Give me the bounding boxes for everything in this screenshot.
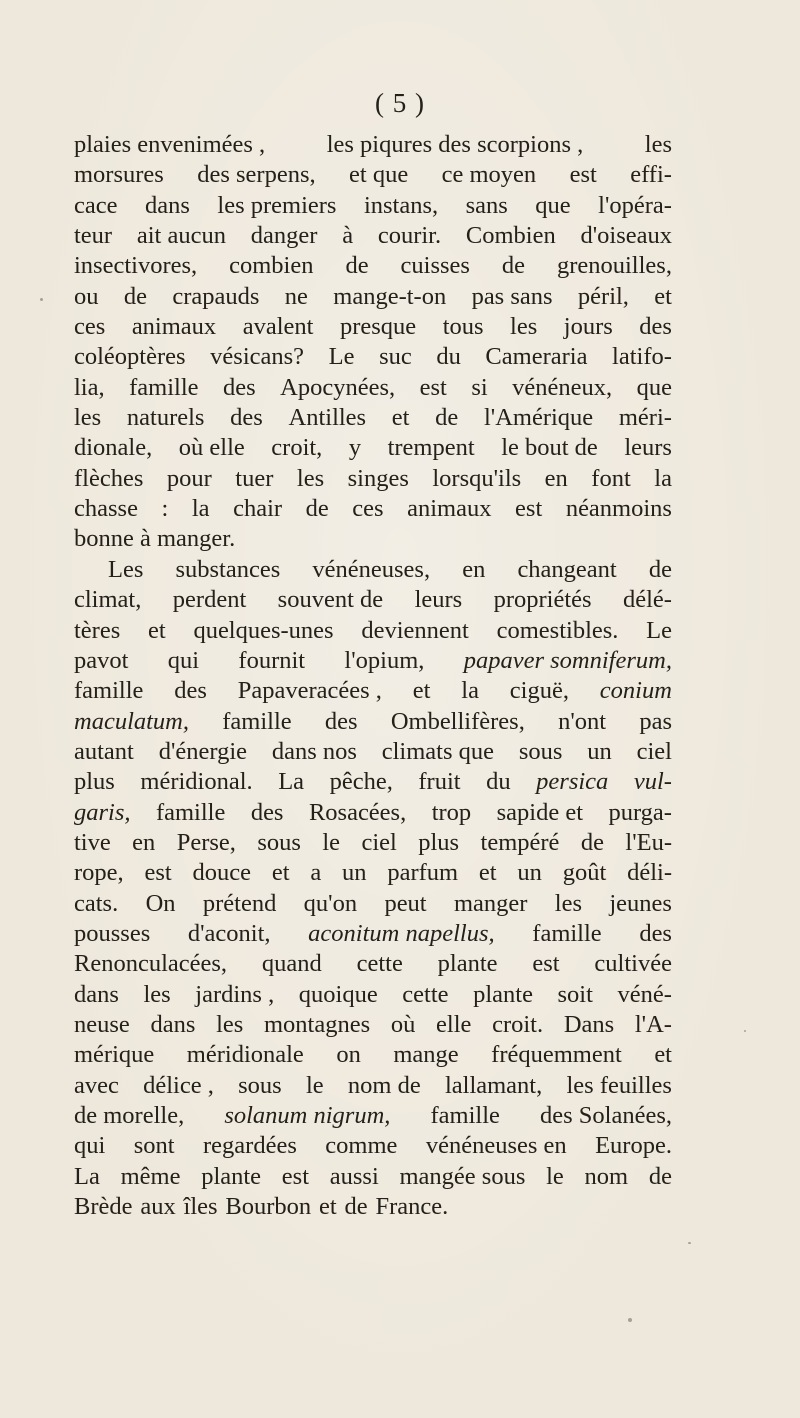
paper-speck bbox=[628, 1318, 632, 1322]
word: y bbox=[348, 434, 362, 462]
word: un bbox=[342, 859, 367, 887]
word: tempéré bbox=[480, 828, 560, 856]
text-line bbox=[74, 464, 672, 494]
text-line bbox=[74, 616, 672, 646]
word: La bbox=[278, 768, 305, 796]
word: dionale, bbox=[74, 434, 153, 462]
text-line bbox=[74, 373, 672, 403]
word: cace bbox=[74, 191, 118, 219]
word: mangée sous bbox=[399, 1162, 526, 1190]
word: les bbox=[74, 404, 102, 432]
word: Combien bbox=[465, 222, 556, 250]
word: ciel bbox=[361, 828, 397, 856]
text-line bbox=[74, 1040, 672, 1070]
word: solanum nigrum, bbox=[224, 1102, 391, 1129]
word: ce moyen bbox=[441, 161, 537, 189]
word: mange-t-on bbox=[333, 282, 447, 310]
word: aussi bbox=[329, 1162, 379, 1190]
word: morsures bbox=[74, 161, 164, 189]
text-line-last bbox=[74, 524, 672, 554]
word: quoique bbox=[298, 980, 378, 1008]
word: trop bbox=[431, 798, 472, 826]
word: péril, bbox=[577, 282, 629, 310]
text-line bbox=[74, 737, 672, 767]
word: l'Eu- bbox=[625, 828, 672, 856]
word: d'énergie bbox=[158, 737, 248, 765]
word: montagnes bbox=[264, 1010, 371, 1038]
word: ne bbox=[284, 282, 308, 310]
word: de bbox=[580, 828, 604, 856]
word: Renonculacées, bbox=[74, 950, 228, 978]
word: la bbox=[191, 495, 210, 523]
word: que bbox=[535, 191, 571, 219]
text-line bbox=[74, 1101, 672, 1131]
word: le bbox=[546, 1162, 564, 1190]
word: des bbox=[324, 707, 358, 735]
word: méri- bbox=[618, 404, 672, 432]
word: vénéneux, bbox=[512, 373, 613, 401]
word: plante bbox=[201, 1162, 262, 1190]
word: en bbox=[132, 828, 156, 856]
word: avalent bbox=[242, 313, 314, 341]
word: Antilles bbox=[288, 404, 367, 432]
word: cette bbox=[402, 980, 449, 1008]
word: : bbox=[161, 495, 169, 523]
word: qui bbox=[74, 1132, 106, 1160]
word: les premiers bbox=[217, 191, 337, 219]
word: un bbox=[587, 737, 612, 765]
word: quand bbox=[261, 950, 322, 978]
word: nom bbox=[584, 1162, 629, 1190]
word: les feuilles bbox=[566, 1071, 672, 1099]
word: pêche, bbox=[329, 768, 393, 796]
word: combien bbox=[229, 252, 314, 280]
word: Papaveracées , bbox=[237, 677, 382, 705]
word: climats que bbox=[381, 737, 495, 765]
text-line bbox=[74, 889, 672, 919]
word: coléoptères bbox=[74, 343, 186, 371]
word: regardées bbox=[203, 1132, 297, 1160]
text-line bbox=[74, 251, 672, 281]
word: famille bbox=[74, 677, 144, 705]
word: croit. bbox=[492, 1010, 544, 1038]
word: presque bbox=[339, 313, 417, 341]
word: où elle bbox=[178, 434, 245, 462]
word: est bbox=[532, 950, 560, 978]
body-text bbox=[74, 130, 672, 1222]
word: chair bbox=[233, 495, 283, 523]
word: néanmoins bbox=[565, 495, 672, 523]
word: qu'on bbox=[303, 889, 358, 917]
word: nom de bbox=[347, 1071, 421, 1099]
word: persica bbox=[536, 768, 609, 796]
word: perdent bbox=[172, 586, 247, 614]
text-line bbox=[74, 403, 672, 433]
word: Perse, bbox=[176, 828, 236, 856]
word: vénéneuses, bbox=[312, 555, 431, 583]
word: leurs bbox=[624, 434, 672, 462]
word: un bbox=[517, 859, 542, 887]
word: de morelle, bbox=[74, 1102, 185, 1129]
paper-speck bbox=[744, 1030, 746, 1032]
word: avec bbox=[74, 1071, 119, 1099]
word: La bbox=[74, 1162, 100, 1190]
text-line bbox=[74, 191, 672, 221]
word: de bbox=[123, 282, 147, 310]
word: plante bbox=[437, 950, 498, 978]
word: On bbox=[145, 889, 176, 917]
word: les bbox=[296, 464, 325, 492]
word: prétend bbox=[202, 889, 277, 917]
word: le bbox=[322, 828, 341, 856]
word: pour bbox=[166, 464, 212, 492]
word: neuse bbox=[74, 1010, 130, 1038]
word: autant bbox=[74, 737, 134, 765]
word: de bbox=[648, 555, 672, 583]
word: maculatum, bbox=[74, 707, 189, 735]
word: trempent bbox=[387, 434, 475, 462]
text-line bbox=[74, 342, 672, 372]
word: plaies envenimées , bbox=[74, 131, 266, 158]
text-line bbox=[74, 646, 672, 676]
word: l'opéra- bbox=[598, 191, 672, 219]
word: et bbox=[148, 616, 166, 644]
word: des serpens, bbox=[197, 161, 316, 189]
word: dans bbox=[144, 191, 190, 219]
word: elle bbox=[436, 1010, 472, 1038]
word: souvent de bbox=[277, 586, 384, 614]
text-line bbox=[74, 828, 672, 858]
word: aux bbox=[140, 1193, 176, 1221]
word: famille bbox=[155, 798, 226, 826]
word: même bbox=[120, 1162, 181, 1190]
word: purga- bbox=[608, 798, 672, 826]
word: l'opium, bbox=[344, 646, 425, 674]
word: on bbox=[336, 1041, 361, 1069]
word: de bbox=[345, 252, 369, 280]
word: l'Amérique bbox=[483, 404, 594, 432]
word: plante bbox=[473, 980, 533, 1008]
word: insectivores, bbox=[74, 252, 198, 280]
word: famille bbox=[532, 919, 602, 947]
word: et bbox=[271, 859, 290, 887]
word: sous bbox=[518, 737, 563, 765]
word: que bbox=[636, 373, 672, 401]
text-line-indented bbox=[74, 555, 672, 585]
word: méridionale bbox=[186, 1041, 304, 1069]
word: du bbox=[486, 768, 511, 796]
word: Apocynées, bbox=[280, 373, 396, 401]
word: qui bbox=[167, 646, 200, 674]
word: Dans bbox=[563, 1010, 615, 1038]
word: douce bbox=[192, 859, 252, 887]
word: deviennent bbox=[361, 616, 469, 644]
word: le bbox=[305, 1071, 324, 1099]
word: et bbox=[391, 404, 410, 432]
word: mange bbox=[393, 1041, 459, 1069]
word: des bbox=[230, 404, 263, 432]
word: où bbox=[390, 1010, 416, 1038]
word: courir. bbox=[377, 222, 442, 250]
word: pas bbox=[639, 707, 672, 735]
word: flèches bbox=[74, 464, 144, 492]
text-line-last bbox=[74, 1192, 672, 1222]
word: plus bbox=[418, 828, 460, 856]
word: soit bbox=[557, 980, 593, 1008]
text-line bbox=[74, 949, 672, 979]
word: en bbox=[544, 464, 568, 492]
word: des Solanées, bbox=[540, 1102, 672, 1129]
word: sont bbox=[133, 1132, 175, 1160]
word: climat, bbox=[74, 586, 142, 614]
word: papaver somniferum, bbox=[463, 646, 672, 674]
word: les piqures des scorpions , bbox=[326, 131, 584, 158]
word: comestibles. bbox=[496, 616, 619, 644]
word: et bbox=[478, 859, 497, 887]
text-line bbox=[74, 130, 672, 160]
word: en bbox=[462, 555, 486, 583]
word: la bbox=[654, 464, 672, 492]
word: jardins , bbox=[195, 980, 275, 1008]
word: latifo- bbox=[612, 343, 672, 371]
word: tères bbox=[74, 616, 121, 644]
word: goût bbox=[562, 859, 607, 887]
word: instans, bbox=[363, 191, 439, 219]
word: garis, bbox=[74, 798, 131, 826]
word: des bbox=[174, 677, 207, 705]
word: méridional. bbox=[140, 768, 253, 796]
word: les bbox=[143, 980, 171, 1008]
word: dans bbox=[150, 1010, 196, 1038]
word: est bbox=[144, 859, 172, 887]
word: rope, bbox=[74, 859, 124, 887]
word: déli- bbox=[627, 859, 672, 887]
word: est bbox=[515, 495, 543, 523]
word: Brède bbox=[74, 1193, 133, 1221]
word: naturels bbox=[126, 404, 205, 432]
word: d'aconit, bbox=[187, 919, 271, 947]
word: délice , bbox=[143, 1071, 214, 1099]
word: ces bbox=[74, 313, 106, 341]
word: danger bbox=[250, 222, 318, 250]
word: de bbox=[435, 404, 459, 432]
word: sans bbox=[465, 191, 508, 219]
word: tive bbox=[74, 828, 111, 856]
word: les bbox=[554, 889, 582, 917]
word: plus bbox=[74, 768, 115, 796]
word: dans bbox=[74, 980, 119, 1008]
word: sous bbox=[238, 1071, 282, 1099]
word: ces bbox=[352, 495, 384, 523]
text-line bbox=[74, 798, 672, 828]
paper-speck bbox=[688, 1242, 691, 1244]
word: famille bbox=[222, 707, 292, 735]
word: famille bbox=[430, 1102, 500, 1129]
word: Le bbox=[646, 616, 672, 644]
word: grenouilles, bbox=[556, 252, 672, 280]
word: ciel bbox=[636, 737, 672, 765]
word: aconitum napellus, bbox=[308, 919, 495, 947]
word: Ombellifères, bbox=[390, 707, 525, 735]
word: à bbox=[342, 222, 354, 250]
word: l'A- bbox=[634, 1010, 672, 1038]
word: et bbox=[654, 1041, 672, 1069]
text-line bbox=[74, 919, 672, 949]
word: vul- bbox=[633, 768, 672, 796]
word: cuisses bbox=[400, 252, 470, 280]
word: Les bbox=[108, 555, 144, 583]
text-line bbox=[74, 160, 672, 190]
word: si bbox=[471, 373, 488, 401]
word: peut bbox=[384, 889, 427, 917]
word: et bbox=[412, 677, 431, 705]
text-line bbox=[74, 767, 672, 797]
word: France. bbox=[375, 1193, 449, 1221]
word: le bout de bbox=[501, 434, 598, 462]
word: des bbox=[250, 798, 284, 826]
page-number: ( 5 ) bbox=[375, 88, 425, 118]
word: véné- bbox=[617, 980, 672, 1008]
word: est bbox=[281, 1162, 310, 1190]
text-line bbox=[74, 1162, 672, 1192]
word: quelques-unes bbox=[193, 616, 334, 644]
word: les bbox=[510, 313, 538, 341]
word: font bbox=[591, 464, 631, 492]
word: ait aucun bbox=[136, 222, 226, 250]
word: des bbox=[222, 373, 256, 401]
word: suc bbox=[379, 343, 412, 371]
word: fréquemment bbox=[491, 1041, 622, 1069]
word: lallamant, bbox=[444, 1071, 543, 1099]
word: cats. bbox=[74, 889, 119, 917]
word: famille bbox=[129, 373, 199, 401]
word: de bbox=[501, 252, 526, 280]
word: croit, bbox=[271, 434, 323, 462]
word: Rosacées, bbox=[308, 798, 407, 826]
word: vénéneuses en bbox=[425, 1132, 567, 1160]
text-line bbox=[74, 585, 672, 615]
text-line bbox=[74, 282, 672, 312]
word: crapauds bbox=[172, 282, 260, 310]
word: substances bbox=[175, 555, 281, 583]
word: changeant bbox=[517, 555, 617, 583]
word: et bbox=[318, 1193, 337, 1221]
text-line bbox=[74, 676, 672, 706]
word: leurs bbox=[414, 586, 463, 614]
text-line bbox=[74, 433, 672, 463]
word: de bbox=[305, 495, 329, 523]
word: teur bbox=[74, 222, 113, 250]
word: fournit bbox=[238, 646, 306, 674]
word: de bbox=[648, 1162, 672, 1190]
text-line bbox=[74, 858, 672, 888]
word: cultivée bbox=[594, 950, 672, 978]
word: délé- bbox=[623, 586, 672, 614]
word: ou bbox=[74, 282, 99, 310]
word: jours bbox=[563, 313, 613, 341]
word: tuer bbox=[235, 464, 274, 492]
word: et bbox=[654, 282, 672, 310]
word: Europe. bbox=[595, 1132, 672, 1160]
paper-speck bbox=[40, 298, 43, 301]
word: singes bbox=[347, 464, 409, 492]
word: sapide et bbox=[496, 798, 584, 826]
text-line bbox=[74, 980, 672, 1010]
word: pousses bbox=[74, 919, 151, 947]
word: des bbox=[639, 313, 672, 341]
word: cette bbox=[356, 950, 403, 978]
word: comme bbox=[325, 1132, 398, 1160]
word: chasse bbox=[74, 495, 138, 523]
text-line bbox=[74, 1010, 672, 1040]
word: bonne à manger. bbox=[74, 525, 236, 553]
word: Bourbon bbox=[225, 1193, 312, 1221]
word: vésicans? bbox=[210, 343, 305, 371]
text-line bbox=[74, 312, 672, 342]
word: jeunes bbox=[609, 889, 672, 917]
word: et que bbox=[349, 161, 409, 189]
word: Cameraria bbox=[485, 343, 588, 371]
text-line bbox=[74, 707, 672, 737]
word: animaux bbox=[407, 495, 492, 523]
word: lorsqu'ils bbox=[432, 464, 522, 492]
text-line bbox=[74, 1131, 672, 1161]
word: les bbox=[216, 1010, 244, 1038]
word: est bbox=[419, 373, 447, 401]
text-line bbox=[74, 221, 672, 251]
word: effi- bbox=[630, 161, 672, 189]
word: de bbox=[344, 1193, 368, 1221]
word: tous bbox=[442, 313, 484, 341]
word: mérique bbox=[74, 1041, 155, 1069]
word: Le bbox=[328, 343, 355, 371]
word: parfum bbox=[387, 859, 459, 887]
word: la bbox=[461, 677, 479, 705]
word: conium bbox=[599, 677, 672, 705]
word: propriétés bbox=[493, 586, 592, 614]
word: n'ont bbox=[558, 707, 607, 735]
word: les bbox=[644, 131, 672, 158]
word: pavot bbox=[74, 646, 129, 674]
word: pas sans bbox=[471, 282, 553, 310]
word: a bbox=[310, 859, 322, 887]
word: dans nos bbox=[271, 737, 357, 765]
word: animaux bbox=[131, 313, 217, 341]
word: îles bbox=[183, 1193, 218, 1221]
word: fruit bbox=[418, 768, 461, 796]
word: sous bbox=[257, 828, 301, 856]
word: lia, bbox=[74, 373, 105, 401]
word: du bbox=[436, 343, 461, 371]
text-line bbox=[74, 1071, 672, 1101]
word: des bbox=[639, 919, 672, 947]
word: ciguë, bbox=[509, 677, 569, 705]
text-line bbox=[74, 494, 672, 524]
word: d'oiseaux bbox=[580, 222, 672, 250]
word: manger bbox=[453, 889, 528, 917]
word: est bbox=[569, 161, 597, 189]
